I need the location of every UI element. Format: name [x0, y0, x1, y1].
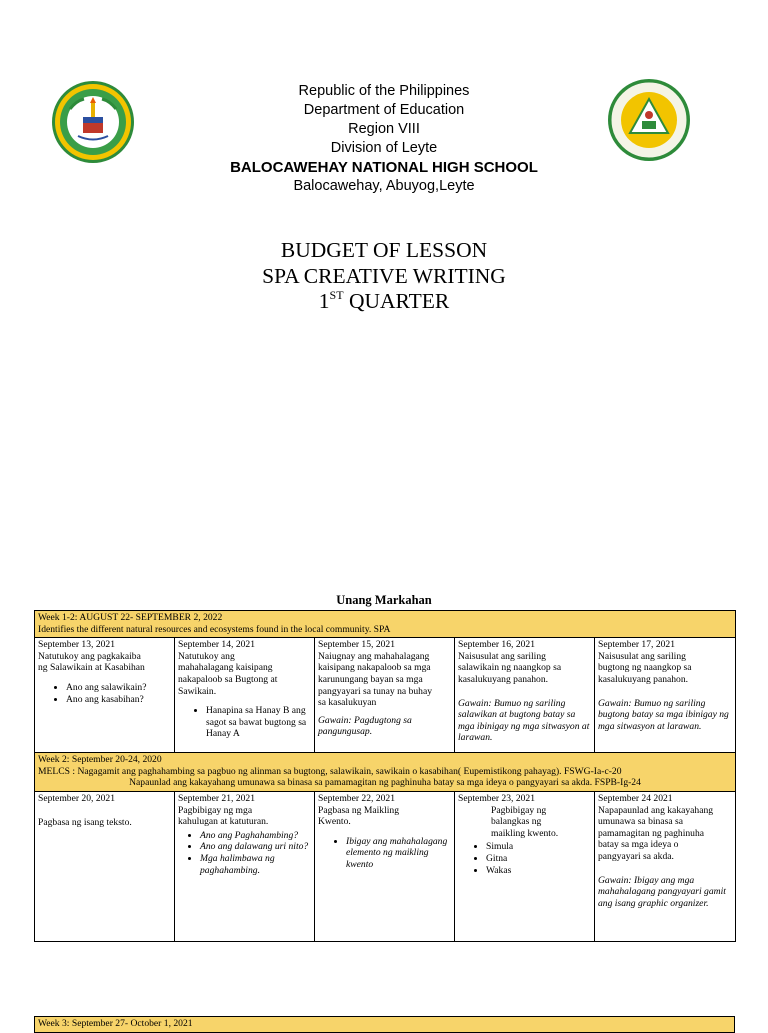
week2-melcs-2: Napaunlad ang kakayahang umunawa sa binasa sa pamamagitan ng paghinuha batay sa mga ideya o pangyayari sa akda. FSPB-Ig-24 [129, 777, 641, 789]
gawain-text: Gawain: Bumuo ng sariling bugtong batay sa mga ibinigay ng mga sitwasyon at larawan. [598, 697, 729, 732]
week1-day-1: September 13, 2021 Natutukoy ang pagkakaiba ng Salawikain at Kasabihan • Ano ang salawikain? • Ano ang kasabihan? [35, 638, 175, 753]
gawain-text: Gawain: Bumuo ng sariling salawikan at bugtong batay sa mga ibinigay ng mga sitwasyon at larawan. [458, 697, 590, 744]
title-line-2: SPA CREATIVE WRITING [262, 263, 506, 288]
week3-header [35, 1017, 735, 1033]
letterhead [0, 82, 768, 196]
division-line: Division of Leyte [330, 140, 438, 156]
week3-heading: Week 3: September 27- October 1, 2021 [38, 1018, 193, 1029]
title-line-1: BUDGET OF LESSON [280, 238, 488, 262]
day-date: September 20, 2021 [38, 792, 116, 804]
day-date: September 17, 2021 [598, 639, 676, 651]
week2-day-4: September 23, 2021 Pagbibigay ng balangkas ng maikling kwento. • Simula • Gitna • Wakas [455, 791, 595, 941]
day-date: September 15, 2021 [318, 639, 396, 651]
week2-heading: Week 2: September 20-24, 2020 [38, 754, 162, 766]
list-item: • Ibigay ang mahahalagang elemento ng maikling kwento [346, 836, 451, 871]
school-name: BALOCAWEHAY NATIONAL HIGH SCHOOL [230, 159, 538, 176]
list-item: • Mga halimbawa ng paghahambing. [200, 853, 311, 876]
day-date: September 21, 2021 [178, 792, 256, 804]
list-item: • Wakas [486, 865, 591, 877]
list-item: • Ano ang dalawang uri nito? [200, 841, 311, 853]
list-item: • Simula [486, 841, 591, 853]
week2-day-3: September 22, 2021 Pagbasa ng Maikling Kwento. • Ibigay ang mahahalagang elemento ng maikling kwento [315, 791, 455, 941]
week2-day-2: September 21, 2021 Pagbibigay ng mga kahulugan at katuturan. • Ano ang Paghahambing? • Ano ang dalawang uri nito? • Mga halimbawa ng paghahambing. [175, 791, 315, 941]
week2-header [35, 753, 736, 792]
list-item: • Ano ang Paghahambing? [200, 830, 311, 842]
list-item: • Ano ang kasabihan? [66, 694, 171, 706]
week1-day-2: September 14, 2021 Natutukoy ang mahahalagang kaisipang nakapaloob sa Bugtong at Sawikain. • Hanapina sa Hanay B ang sagot sa bawat bugtong sa Hanay A [175, 638, 315, 753]
week2-melcs: MELCS : Nagagamit ang paghahambing sa pagbuo ng alinman sa bugtong, salawikain, sawikain o kasabihan( Eupemistikong pahayag). FSWG-Ia-c-20 [38, 765, 622, 777]
week1-heading: Week 1-2: AUGUST 22- SEPTEMBER 2, 2022 [38, 612, 223, 623]
week3-table [34, 1016, 735, 1033]
week1-day-4: September 16, 2021 Naisusulat ang sariling salawikain ng naangkop sa kasalukuyang panahon. Gawain: Bumuo ng sariling salawikan at bugtong batay sa mga ibinigay ng mga sitwasyon at larawan. [455, 638, 595, 753]
day-date: September 23, 2021 [458, 792, 536, 804]
week1-table [34, 610, 736, 942]
section-title: Unang Markahan [336, 593, 432, 607]
day-date: September 14, 2021 [178, 639, 256, 651]
region-line: Region VIII [348, 121, 420, 137]
week1-competency: Identifies the different natural resources and ecosystems found in the local community. SPA [38, 623, 391, 635]
republic-line: Republic of the Philippines [298, 83, 470, 99]
department-line: Department of Education [303, 102, 465, 118]
day-date: September 13, 2021 [38, 639, 116, 651]
gawain-text: Gawain: Ibigay ang mga mahahalagang pangyayari gamit ang isang graphic organizer. [598, 874, 726, 909]
week2-day-5: September 24 2021 Napapaunlad ang kakayahang umunawa sa binasa sa pamamagitan ng paghinuha batay sa mga ideya o pangyayari sa akda. Gawain: Ibigay ang mga mahahalagang pangyayari gamit ang isang graphic organizer. [595, 791, 736, 941]
list-item: • Hanapina sa Hanay B ang sagot sa bawat bugtong sa Hanay A [206, 705, 311, 740]
list-item: • Gitna [486, 853, 591, 865]
week1-day-5: September 17, 2021 Naisusulat ang sariling bugtong ng naangkop sa kasalukuyang panahon. Gawain: Bumuo ng sariling bugtong batay sa mga ibinigay ng mga sitwasyon at larawan. [595, 638, 736, 753]
document-title [0, 238, 768, 315]
day-date: September 22, 2021 [318, 792, 396, 804]
gawain-text: Gawain: Pagdugtong sa pangungusap. [318, 714, 412, 738]
list-item: • Ano ang salawikain? [66, 682, 171, 694]
title-line-3: 1ST QUARTER [318, 288, 450, 313]
day-date: September 24 2021 [598, 792, 673, 804]
school-address: Balocawehay, Abuyog,Leyte [293, 178, 475, 194]
week1-day-3: September 15, 2021 Naiugnay ang mahahalagang kaisipang nakapaloob sa mga karunungang bayan sa mga pangyayari sa tunay na buhay sa kasalukuyan Gawain: Pagdugtong sa pangungusap. [315, 638, 455, 753]
day-date: September 16, 2021 [458, 639, 536, 651]
week2-day-1: September 20, 2021 Pagbasa ng isang teksto. [35, 791, 175, 941]
week1-header [35, 611, 736, 638]
